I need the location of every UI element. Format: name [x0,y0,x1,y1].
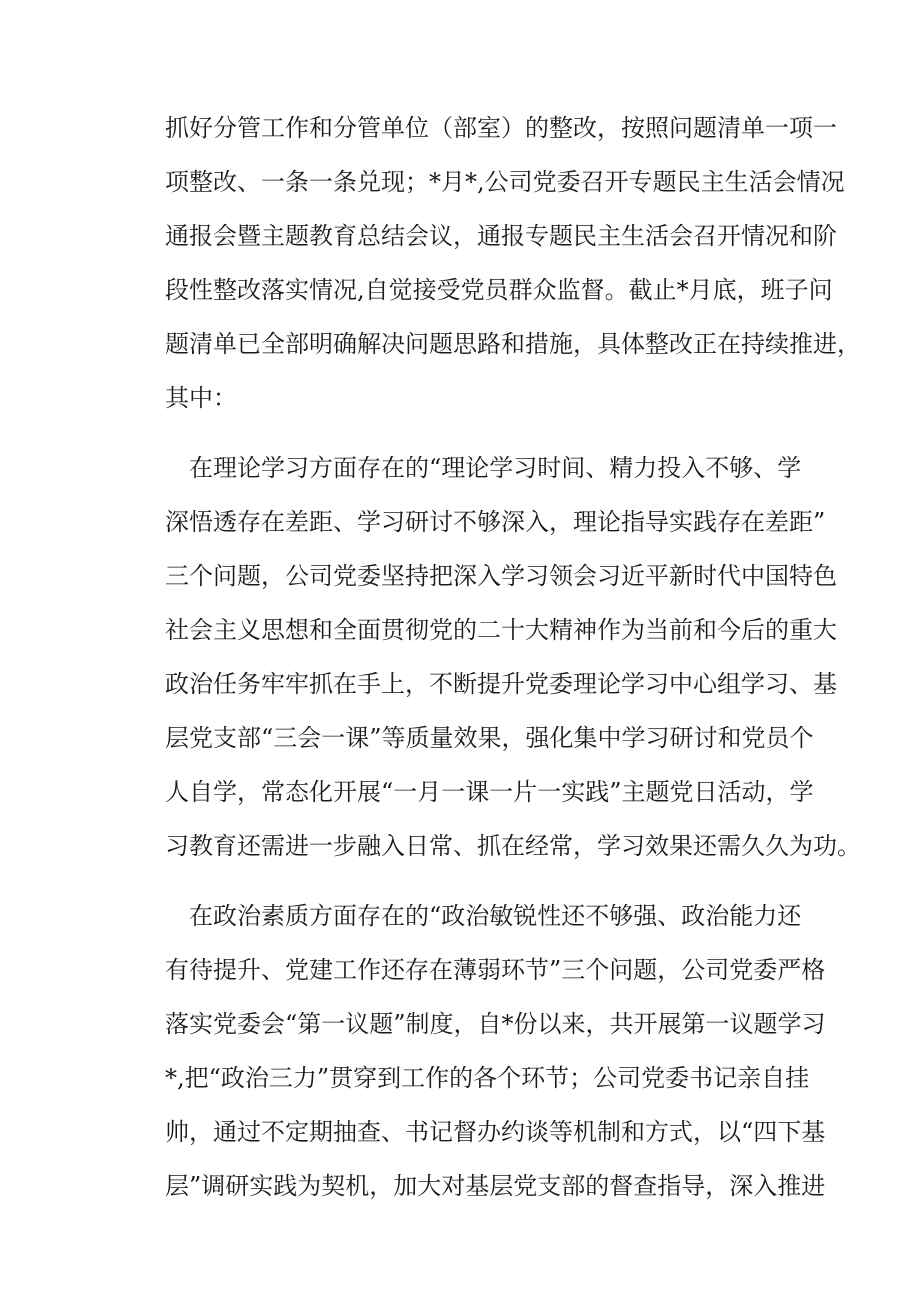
paragraph-2-line-1: 在理论学习方面存在的“理论学习时间、精力投入不够、学 [189,454,802,482]
paragraph-1-line-6: 其中： [165,384,237,412]
paragraph-1-line-3: 通报会暨主题教育总结会议，通报专题民主生活会召开情况和阶 [165,222,837,250]
paragraph-3-line-4: *,把“政治三力”贯穿到工作的各个环节；公司党委书记亲自挂 [165,1064,810,1092]
paragraph-2-line-8: 习教育还需进一步融入日常、抓在经常，学习效果还需久久为功。 [165,832,861,860]
paragraph-2-line-7: 人自学，常态化开展“一月一课一片一实践”主题党日活动，学 [165,778,814,806]
paragraph-1-line-2: 项整改、一条一条兑现；*月*,公司党委召开专题民主生活会情况 [165,168,845,196]
paragraph-3-line-1: 在政治素质方面存在的“政治敏锐性还不够强、政治能力还 [189,902,802,930]
paragraph-3-line-5: 帅，通过不定期抽查、书记督办约谈等机制和方式，以“四下基 [165,1118,826,1146]
paragraph-2-line-3: 三个问题，公司党委坚持把深入学习领会习近平新时代中国特色 [165,562,837,590]
paragraph-1-line-4: 段性整改落实情况,自觉接受党员群众监督。截止*月底，班子问 [165,276,833,304]
paragraph-3-line-3: 落实党委会“第一议题”制度，自*份以来，共开展第一议题学习 [165,1010,826,1038]
paragraph-3-line-2: 有待提升、党建工作还存在薄弱环节”三个问题，公司党委严格 [165,956,826,984]
paragraph-2-line-2: 深悟透存在差距、学习研讨不够深入，理论指导实践存在差距” [165,508,826,536]
paragraph-2-line-6: 层党支部“三会一课”等质量效果，强化集中学习研讨和党员个 [165,724,814,752]
paragraph-1-line-5: 题清单已全部明确解决问题思路和措施，具体整改正在持续推进， [165,330,861,358]
paragraph-1-line-1: 抓好分管工作和分管单位（部室）的整改，按照问题清单一项一 [165,114,837,142]
paragraph-3-line-6: 层”调研实践为契机，加大对基层党支部的督查指导，深入推进 [165,1172,826,1200]
paragraph-2-line-4: 社会主义思想和全面贯彻党的二十大精神作为当前和今后的重大 [165,616,837,644]
paragraph-2-line-5: 政治任务牢牢抓在手上，不断提升党委理论学习中心组学习、基 [165,670,837,698]
